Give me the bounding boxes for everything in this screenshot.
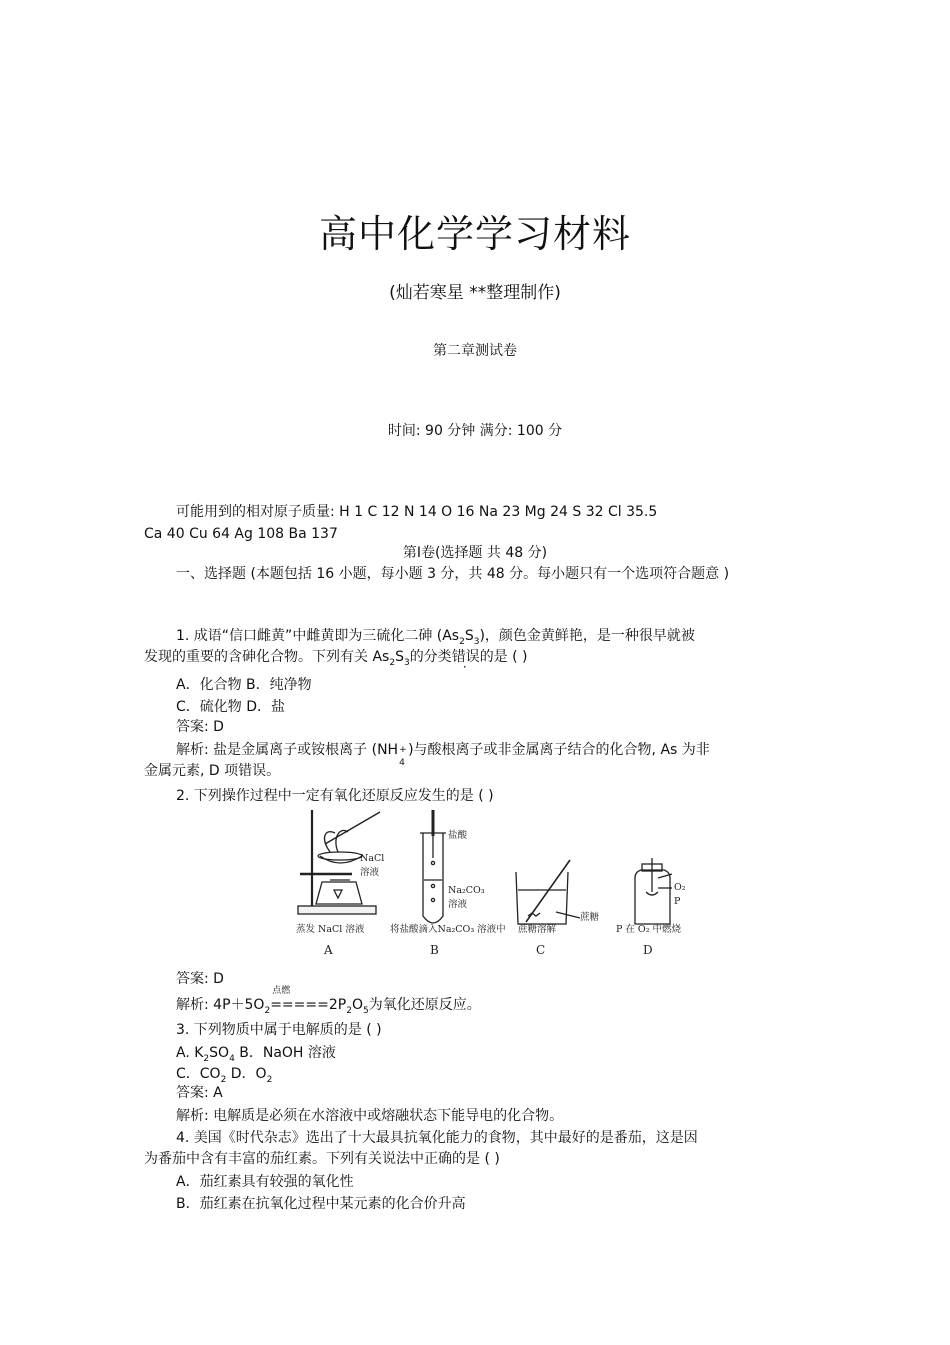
chapter-title: 第二章测试卷 — [433, 343, 517, 359]
volume-title: 第Ⅰ卷(选择题 共 48 分) — [402, 545, 548, 561]
label-sucrose: 蔗糖 — [580, 912, 600, 923]
label-na2co3: Na₂CO₃ — [448, 885, 485, 896]
label-solution-b: 溶液 — [448, 899, 468, 910]
letter-d: D — [643, 943, 653, 957]
q1-options-line2: C．硫化物 D．盐 — [176, 699, 286, 715]
caption-d: P 在 O₂ 中燃烧 — [616, 924, 682, 935]
page-subtitle: (灿若寒星 **整理制作) — [389, 283, 561, 303]
q3-answer: 答案: A — [176, 1085, 223, 1101]
caption-b: 将盐酸滴入Na₂CO₃ 溶液中 — [390, 924, 506, 935]
letter-b: B — [430, 943, 439, 957]
q1-analysis-line2: 金属元素, D 项错误。 — [144, 763, 281, 779]
atomic-masses-line1: 可能用到的相对原子质量: H 1 C 12 N 14 O 16 Na 23 Mg 24 S 32 Cl 35.5 — [176, 504, 658, 520]
q3-analysis: 解析: 电解质是必须在水溶液中或熔融状态下能导电的化合物。 — [176, 1108, 564, 1124]
caption-c: 蔗糖溶解 — [518, 924, 557, 935]
letter-c: C — [536, 943, 546, 957]
page-title: 高中化学学习材料 — [318, 212, 631, 256]
apparatus-diagram — [290, 808, 700, 963]
q1-stem-line1: 1. 成语“信口雌黄”中雌黄即为三硫化二砷 $(As_2S_3)$，颜色金黄鲜艳，是一种很早就被 — [176, 628, 695, 647]
label-hcl: 盐酸 — [448, 830, 468, 841]
caption-a: 蒸发 NaCl 溶液 — [296, 924, 365, 935]
label-solution-a: 溶液 — [360, 867, 380, 878]
q4-option-b: B．茄红素在抗氧化过程中某元素的化合价升高 — [176, 1196, 466, 1212]
label-nacl: NaCl — [360, 853, 385, 864]
q1-answer: 答案: D — [176, 719, 224, 735]
exam-time-info: 时间: 90 分钟 满分: 100 分 — [387, 423, 563, 439]
q2-answer: 答案: D — [176, 971, 224, 987]
label-o2: O₂ — [674, 882, 686, 893]
q2-figure — [290, 808, 700, 963]
q3-stem: 3. 下列物质中属于电解质的是 ( ) — [176, 1022, 382, 1038]
part-title: 一、选择题 (本题包括 16 小题，每小题 3 分，共 48 分。每小题只有一个选项符合题意 ) — [176, 566, 730, 582]
q4-option-a: A．茄红素具有较强的氧化性 — [176, 1174, 354, 1190]
q1-analysis-line1: 解析: 盐是金属离子或铵根离子 (NH + 4 )与酸根离子或非金属离子结合的化合物, As 为非 — [176, 742, 710, 768]
letter-a: A — [324, 943, 333, 957]
emphasis-dotted-text: 错误 — [451, 649, 480, 665]
q4-stem-line2: 为番茄中含有丰富的茄红素。下列有关说法中正确的是 ( ) — [144, 1151, 500, 1167]
q2-analysis: 解析: $4P+5O_2$ 点燃 $=====2P_2O_5$为氧化还原反应。 — [176, 986, 481, 1016]
atomic-masses-line2: Ca 40 Cu 64 Ag 108 Ba 137 — [144, 526, 338, 542]
q4-stem-line1: 4. 美国《时代杂志》选出了十大最具抗氧化能力的食物，其中最好的是番茄，这是因 — [176, 1130, 698, 1146]
q1-options-line1: A．化合物 B．纯净物 — [176, 677, 312, 693]
q3-options-line1: A. $K_2SO_4$ B．NaOH 溶液 — [176, 1045, 336, 1064]
q3-options-line2: C．$CO_2$ D．$O_2$ — [176, 1066, 273, 1085]
reaction-condition: 点燃 — [272, 986, 291, 996]
label-p: P — [674, 896, 681, 907]
q2-stem: 2. 下列操作过程中一定有氧化还原反应发生的是 ( ) — [176, 788, 494, 804]
q1-stem-line2: 发现的重要的含砷化合物。下列有关 $As_2S_3$的分类错误的是 ( ) — [144, 649, 528, 668]
